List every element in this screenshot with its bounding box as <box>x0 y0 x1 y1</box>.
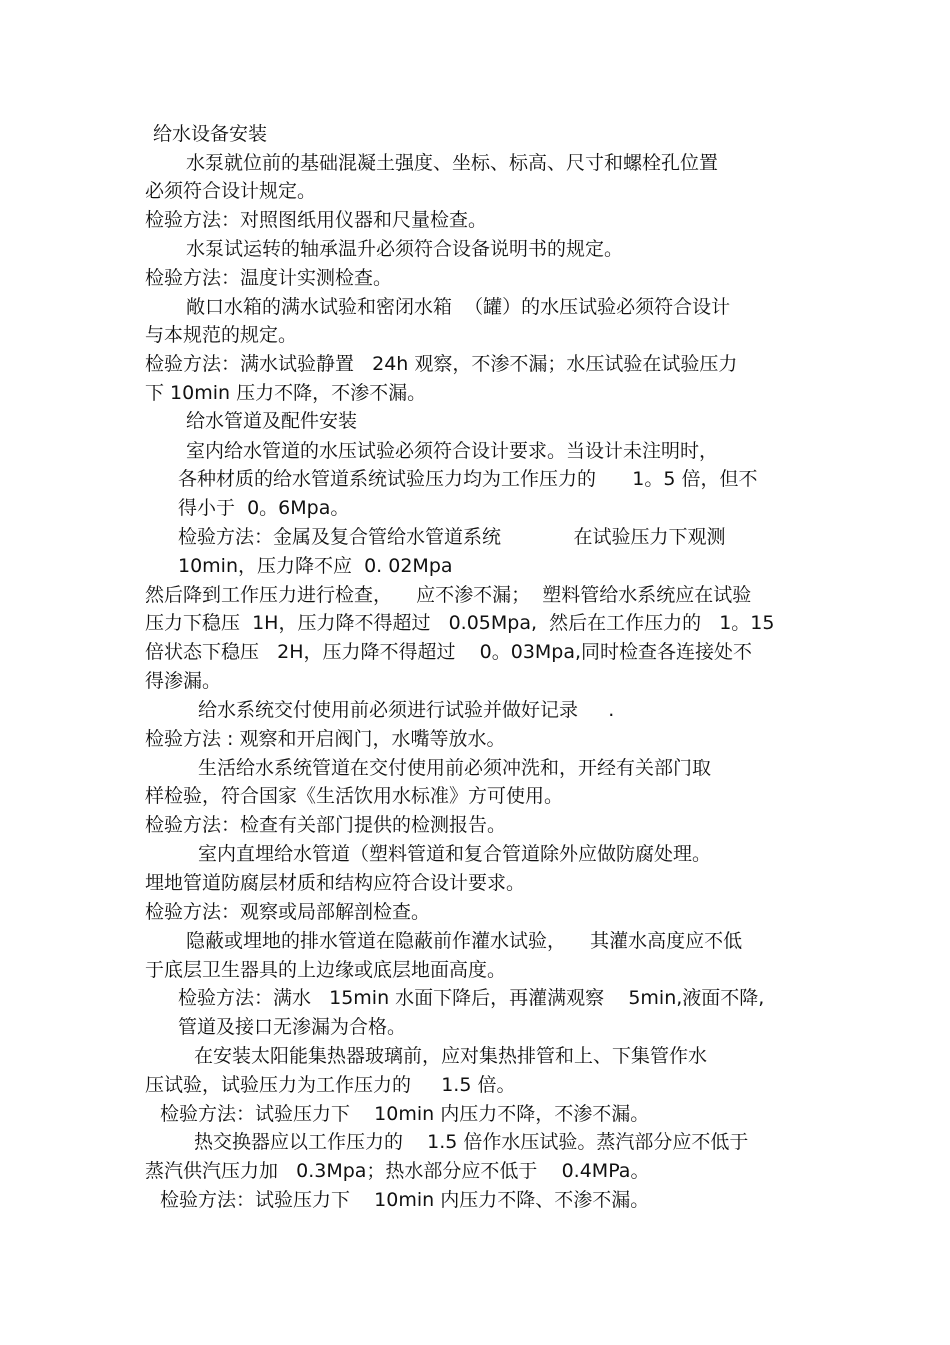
text-line: 水泵试运转的轴承温升必须符合设备说明书的规定。 <box>186 238 624 260</box>
text-line: 埋地管道防腐层材质和结构应符合设计要求。 <box>145 872 526 894</box>
section-heading-water-pipes: 给水管道及配件安装 <box>186 410 358 432</box>
text-line: 检验方法：观察或局部解剖检查。 <box>145 901 431 923</box>
section-heading-water-equipment: 给水设备安装 <box>153 123 268 145</box>
text-line: 检验方法：金属及复合管给水管道系统 在试验压力下观测 <box>178 526 726 548</box>
text-line: 压试验，试验压力为工作压力的 1.5 倍。 <box>145 1074 516 1096</box>
text-line: 于底层卫生器具的上边缘或底层地面高度。 <box>145 959 507 981</box>
text-line: 10min，压力降不应 0. 02Mpa <box>178 555 453 577</box>
text-line: 检验方法 : 观察和开启阀门，水嘴等放水。 <box>145 728 506 750</box>
text-line: 得小于 0。6Mpa。 <box>178 497 350 519</box>
text-line: 检验方法：满水 15min 水面下降后，再灌满观察 5min,液面不降, <box>178 987 765 1009</box>
text-line: 各种材质的给水管道系统试验压力均为工作压力的 1。5 倍，但不 <box>178 468 758 490</box>
text-line: 必须符合设计规定。 <box>145 180 317 202</box>
text-line: 蒸汽供汽压力加 0.3Mpa；热水部分应不低于 0.4MPa。 <box>145 1160 650 1182</box>
text-line: 压力下稳压 1H，压力降不得超过 0.05Mpa, 然后在工作压力的 1。15 <box>145 612 775 634</box>
text-line: 在安装太阳能集热器玻璃前，应对集热排管和上、下集管作水 <box>194 1045 708 1067</box>
text-line: 热交换器应以工作压力的 1.5 倍作水压试验。蒸汽部分应不低于 <box>194 1131 749 1153</box>
text-line: 检验方法：温度计实测检查。 <box>145 267 393 289</box>
text-line: 倍状态下稳压 2H，压力降不得超过 0。03Mpa,同时检查各连接处不 <box>145 641 753 663</box>
text-line: 检验方法：试验压力下 10min 内压力不降、不渗不漏。 <box>160 1189 650 1211</box>
text-line: 检验方法：试验压力下 10min 内压力不降，不渗不漏。 <box>160 1103 650 1125</box>
text-line: 室内直埋给水管道（塑料管道和复合管道除外应做防腐处理。 <box>198 843 712 865</box>
text-line: 下 10min 压力不降，不渗不漏。 <box>145 382 427 404</box>
text-line: 室内给水管道的水压试验必须符合设计要求。当设计未注明时， <box>186 440 719 462</box>
text-line: 生活给水系统管道在交付使用前必须冲洗和，开经有关部门取 <box>198 757 712 779</box>
text-line: 检验方法：对照图纸用仪器和尺量检查。 <box>145 209 488 231</box>
text-line: 管道及接口无渗漏为合格。 <box>178 1016 407 1038</box>
text-line: 样检验，符合国家《生活饮用水标准》方可使用。 <box>145 785 564 807</box>
text-line: 然后降到工作压力进行检查， 应不渗不漏； 塑料管给水系统应在试验 <box>145 584 752 606</box>
text-line: 隐蔽或埋地的排水管道在隐蔽前作灌水试验， 其灌水高度应不低 <box>186 930 743 952</box>
text-line: 得渗漏。 <box>145 670 222 692</box>
text-line: 敞口水箱的满水试验和密闭水箱 （罐）的水压试验必须符合设计 <box>186 296 731 318</box>
text-line: 水泵就位前的基础混凝土强度、坐标、标高、尺寸和螺栓孔位置 <box>186 152 719 174</box>
text-line: 与本规范的规定。 <box>145 324 298 346</box>
text-line: 检验方法：满水试验静置 24h 观察，不渗不漏；水压试验在试验压力 <box>145 353 738 375</box>
text-line: 给水系统交付使用前必须进行试验并做好记录 . <box>198 699 615 721</box>
text-line: 检验方法：检查有关部门提供的检测报告。 <box>145 814 507 836</box>
